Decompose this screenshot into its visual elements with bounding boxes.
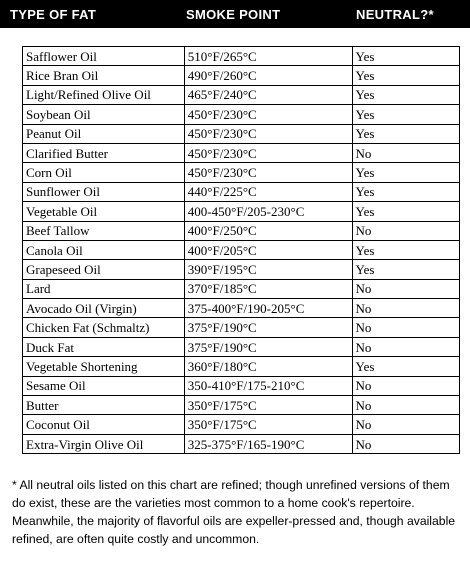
neutral-cell: No <box>352 434 460 453</box>
table-row <box>23 143 460 162</box>
table-row <box>23 376 460 395</box>
neutral-cell: No <box>352 337 460 356</box>
table-row <box>23 85 460 104</box>
table-row <box>23 357 460 376</box>
neutral-cell: Yes <box>352 163 460 182</box>
fat-name-cell: Sesame Oil <box>23 376 185 395</box>
table-row <box>23 318 460 337</box>
smoke-point-cell: 350-410°F/175-210°C <box>184 376 352 395</box>
fat-name-cell: Canola Oil <box>23 240 185 259</box>
fat-name-cell: Duck Fat <box>23 337 185 356</box>
table-row <box>23 163 460 182</box>
table-row <box>23 434 460 453</box>
neutral-cell: Yes <box>352 47 460 66</box>
fat-name-cell: Avocado Oil (Virgin) <box>23 299 185 318</box>
neutral-cell: No <box>352 376 460 395</box>
smoke-point-cell: 465°F/240°C <box>184 85 352 104</box>
neutral-cell: No <box>352 221 460 240</box>
fat-name-cell: Safflower Oil <box>23 47 185 66</box>
smoke-point-cell: 450°F/230°C <box>184 124 352 143</box>
fat-name-cell: Beef Tallow <box>23 221 185 240</box>
header-neutral: NEUTRAL?* <box>356 7 434 22</box>
fat-name-cell: Butter <box>23 396 185 415</box>
neutral-cell: Yes <box>352 260 460 279</box>
neutral-cell: No <box>352 396 460 415</box>
fat-name-cell: Peanut Oil <box>23 124 185 143</box>
smoke-point-cell: 400-450°F/205-230°C <box>184 202 352 221</box>
fat-name-cell: Grapeseed Oil <box>23 260 185 279</box>
table-header-bar <box>0 0 470 28</box>
fat-name-cell: Vegetable Shortening <box>23 357 185 376</box>
smoke-point-cell: 450°F/230°C <box>184 105 352 124</box>
neutral-cell: Yes <box>352 202 460 221</box>
smoke-point-cell: 375°F/190°C <box>184 318 352 337</box>
fat-name-cell: Extra-Virgin Olive Oil <box>23 434 185 453</box>
neutral-cell: Yes <box>352 182 460 201</box>
fat-name-cell: Light/Refined Olive Oil <box>23 85 185 104</box>
smoke-point-cell: 370°F/185°C <box>184 279 352 298</box>
neutral-cell: Yes <box>352 240 460 259</box>
table-row <box>23 337 460 356</box>
neutral-cell: No <box>352 299 460 318</box>
fat-name-cell: Rice Bran Oil <box>23 66 185 85</box>
footnote: * All neutral oils listed on this chart are refined; though unrefined versions of them do exist, these are the varieties most common to a home cook's repertoire. Meanwhile, the majority of flavorful oils are expeller-pressed and, though available refined, are often quite costly and uncommon. <box>12 478 456 546</box>
smoke-point-cell: 390°F/195°C <box>184 260 352 279</box>
header-type-of-fat: TYPE OF FAT <box>10 7 97 22</box>
table-row <box>23 47 460 66</box>
neutral-cell: Yes <box>352 105 460 124</box>
smoke-point-cell: 350°F/175°C <box>184 415 352 434</box>
smoke-point-cell: 375-400°F/190-205°C <box>184 299 352 318</box>
fat-name-cell: Sunflower Oil <box>23 182 185 201</box>
smoke-point-table <box>22 46 460 454</box>
table-row <box>23 124 460 143</box>
smoke-point-cell: 450°F/230°C <box>184 143 352 162</box>
neutral-cell: Yes <box>352 124 460 143</box>
smoke-point-cell: 490°F/260°C <box>184 66 352 85</box>
neutral-cell: Yes <box>352 66 460 85</box>
table-row <box>23 240 460 259</box>
smoke-point-cell: 510°F/265°C <box>184 47 352 66</box>
table-row <box>23 221 460 240</box>
fat-name-cell: Vegetable Oil <box>23 202 185 221</box>
header-smoke-point: SMOKE POINT <box>186 7 281 22</box>
table-row <box>23 66 460 85</box>
table-row <box>23 105 460 124</box>
smoke-point-cell: 450°F/230°C <box>184 163 352 182</box>
smoke-point-cell: 440°F/225°C <box>184 182 352 201</box>
fat-name-cell: Corn Oil <box>23 163 185 182</box>
smoke-point-cell: 350°F/175°C <box>184 396 352 415</box>
neutral-cell: No <box>352 318 460 337</box>
neutral-cell: Yes <box>352 85 460 104</box>
table-row <box>23 202 460 221</box>
smoke-point-cell: 400°F/205°C <box>184 240 352 259</box>
table-row <box>23 182 460 201</box>
table-row <box>23 279 460 298</box>
neutral-cell: Yes <box>352 357 460 376</box>
neutral-cell: No <box>352 143 460 162</box>
fat-name-cell: Coconut Oil <box>23 415 185 434</box>
smoke-point-cell: 400°F/250°C <box>184 221 352 240</box>
neutral-cell: No <box>352 415 460 434</box>
table-row <box>23 396 460 415</box>
fat-name-cell: Soybean Oil <box>23 105 185 124</box>
neutral-cell: No <box>352 279 460 298</box>
table-row <box>23 299 460 318</box>
smoke-point-cell: 375°F/190°C <box>184 337 352 356</box>
table-row <box>23 415 460 434</box>
fat-name-cell: Lard <box>23 279 185 298</box>
smoke-point-cell: 325-375°F/165-190°C <box>184 434 352 453</box>
fat-name-cell: Clarified Butter <box>23 143 185 162</box>
table-row <box>23 260 460 279</box>
fat-name-cell: Chicken Fat (Schmaltz) <box>23 318 185 337</box>
smoke-point-cell: 360°F/180°C <box>184 357 352 376</box>
